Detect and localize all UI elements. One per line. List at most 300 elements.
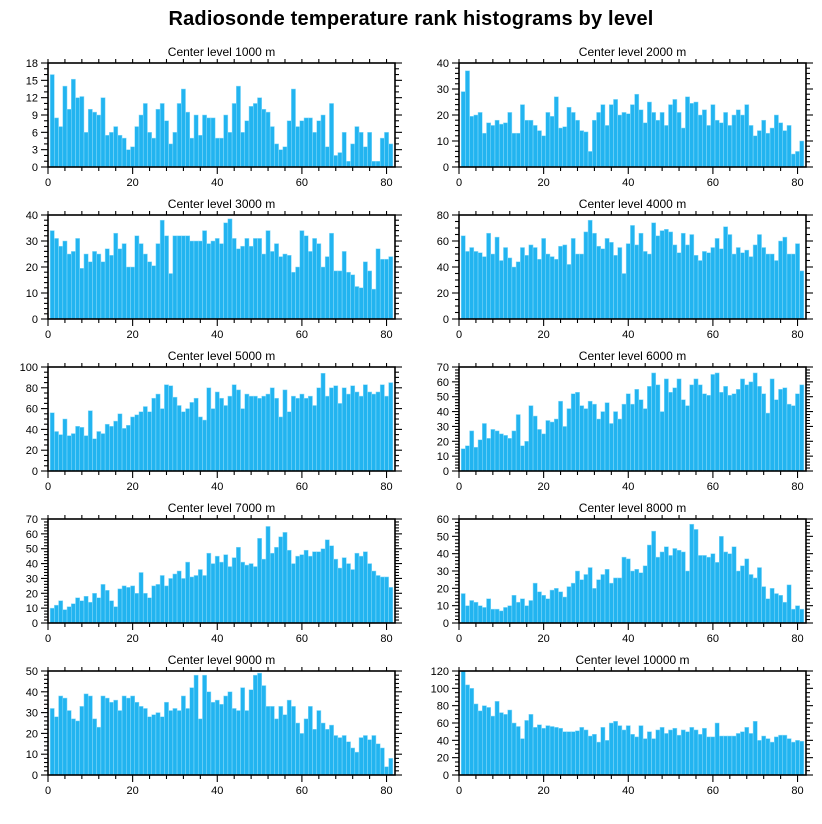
bar — [363, 735, 367, 775]
bar — [164, 702, 168, 775]
bars-group — [50, 75, 393, 167]
bar — [59, 435, 63, 471]
bar — [465, 251, 469, 319]
bar — [270, 388, 274, 471]
bar — [626, 114, 630, 167]
bar — [346, 742, 350, 775]
bar — [529, 600, 533, 623]
x-tick-label: 40 — [211, 785, 224, 797]
y-tick-label: 30 — [25, 236, 38, 248]
subplot-1000m — [0, 44, 411, 196]
bar — [367, 392, 371, 471]
bar — [270, 127, 274, 167]
bar — [719, 249, 723, 319]
bar — [219, 398, 223, 471]
bar — [329, 388, 333, 471]
bar — [652, 739, 656, 775]
bar — [575, 392, 579, 471]
bar — [512, 595, 516, 623]
bar — [584, 232, 588, 319]
bar — [512, 267, 516, 319]
bar — [783, 388, 787, 471]
bar — [643, 123, 647, 167]
bar — [588, 401, 592, 471]
bar — [334, 155, 338, 167]
bar — [71, 79, 75, 167]
bar — [622, 404, 626, 471]
y-tick-label: 3 — [31, 144, 38, 157]
bar — [597, 419, 601, 471]
bar — [253, 396, 257, 471]
bar — [495, 237, 499, 319]
x-tick-label: 60 — [706, 177, 720, 189]
bar — [508, 710, 512, 775]
bar — [380, 748, 384, 775]
bar — [626, 726, 630, 775]
bar — [274, 547, 278, 623]
bar — [202, 231, 206, 319]
x-tick-label: 40 — [211, 633, 224, 645]
bar — [351, 748, 355, 775]
bar — [478, 606, 482, 623]
bar — [114, 127, 118, 167]
bar — [372, 735, 376, 775]
bar — [647, 254, 651, 319]
bars-group — [461, 71, 804, 167]
bar — [300, 394, 304, 471]
y-tick-label: 40 — [436, 59, 449, 70]
bar — [329, 546, 333, 623]
y-tick-label: 0 — [442, 466, 449, 478]
bar — [757, 131, 761, 167]
subplot-title: Center level 4000 m — [578, 197, 687, 211]
bar — [321, 115, 325, 167]
y-tick-label: 60 — [25, 528, 38, 541]
bar — [681, 552, 685, 623]
bar — [512, 431, 516, 471]
bar — [270, 553, 274, 623]
bar — [296, 723, 300, 775]
bar — [181, 578, 185, 623]
bar — [139, 115, 143, 167]
bar — [156, 394, 160, 471]
subplot-3000m — [0, 196, 411, 348]
bar — [537, 592, 541, 623]
bar — [542, 136, 546, 167]
bar — [126, 425, 130, 471]
bar — [131, 417, 135, 471]
bar — [304, 398, 308, 471]
bar — [84, 254, 88, 319]
x-tick-label: 80 — [791, 633, 804, 645]
bar — [325, 147, 329, 167]
bar — [673, 99, 677, 167]
bar — [372, 289, 376, 319]
bar — [59, 246, 63, 319]
bar — [274, 398, 278, 471]
bar — [474, 602, 478, 623]
x-tick-label: 60 — [706, 329, 720, 341]
bar — [694, 255, 698, 319]
bar — [791, 154, 795, 167]
bar — [346, 564, 350, 623]
y-tick-label: 50 — [25, 543, 38, 556]
bar — [92, 251, 96, 319]
bar — [592, 734, 596, 775]
bar — [639, 726, 643, 775]
bar — [736, 389, 740, 471]
bar — [228, 692, 232, 775]
bar — [740, 115, 744, 167]
bar — [694, 529, 698, 623]
bar — [567, 409, 571, 471]
bar — [253, 238, 257, 319]
bar — [757, 740, 761, 775]
bar — [249, 690, 253, 775]
bar — [537, 429, 541, 471]
bar — [677, 735, 681, 775]
bar — [546, 726, 550, 775]
subplot-grid — [0, 44, 822, 804]
bar — [656, 385, 660, 471]
bar — [207, 553, 211, 623]
bar — [673, 548, 677, 623]
bar — [597, 246, 601, 319]
bar — [487, 707, 491, 775]
bar — [635, 245, 639, 319]
bar — [80, 427, 84, 471]
bar — [376, 161, 380, 167]
bar — [355, 392, 359, 471]
bar — [109, 702, 113, 775]
y-tick-label: 80 — [436, 211, 449, 222]
bar — [491, 254, 495, 319]
bar — [795, 244, 799, 319]
bar — [499, 713, 503, 775]
y-tick-label: 0 — [31, 466, 38, 478]
bar — [211, 241, 215, 319]
bar — [342, 251, 346, 319]
bar — [656, 557, 660, 623]
bar — [257, 98, 261, 167]
bar — [300, 121, 304, 167]
bar — [787, 739, 791, 775]
bar — [312, 729, 316, 775]
x-tick-label: 40 — [622, 329, 635, 341]
bar — [554, 97, 558, 167]
bar — [88, 696, 92, 775]
bar — [694, 102, 698, 167]
bar — [618, 726, 622, 775]
bar — [732, 736, 736, 775]
bar — [84, 596, 88, 623]
bar — [147, 717, 151, 775]
bar — [690, 727, 694, 775]
bar — [681, 233, 685, 319]
bar — [160, 220, 164, 319]
bar — [317, 244, 321, 319]
bar — [736, 110, 740, 167]
bar — [783, 131, 787, 167]
bar — [291, 272, 295, 319]
bar — [186, 409, 190, 471]
bar — [219, 244, 223, 319]
bar — [274, 244, 278, 319]
bar — [647, 102, 651, 167]
bar — [63, 698, 67, 775]
bar — [359, 288, 363, 319]
x-tick-label: 0 — [455, 633, 463, 645]
y-tick-label: 10 — [436, 136, 449, 148]
bar — [707, 737, 711, 775]
bar — [76, 238, 80, 319]
bar — [550, 257, 554, 319]
bar — [630, 734, 634, 775]
bar — [639, 400, 643, 471]
bar — [580, 131, 584, 167]
bar — [605, 403, 609, 471]
bar — [194, 241, 198, 319]
bar — [690, 103, 694, 167]
x-tick-label: 60 — [706, 633, 720, 645]
bar — [152, 398, 156, 471]
bar — [334, 559, 338, 623]
bar — [160, 409, 164, 471]
bar — [702, 394, 706, 471]
bars-group — [50, 673, 393, 775]
bar — [533, 416, 537, 471]
bar — [533, 248, 537, 320]
bar — [245, 711, 249, 775]
bar — [249, 396, 253, 471]
x-tick-label: 60 — [295, 481, 309, 493]
bar — [499, 434, 503, 471]
bar — [63, 241, 67, 319]
bar — [795, 394, 799, 471]
bar — [262, 109, 266, 167]
y-tick-label: 80 — [25, 382, 38, 395]
bar — [668, 730, 672, 775]
bar — [241, 409, 245, 471]
bar — [71, 434, 75, 471]
bar — [164, 121, 168, 167]
bar — [778, 595, 782, 623]
bar — [664, 125, 668, 167]
bar — [491, 609, 495, 623]
bar — [728, 235, 732, 320]
x-tick-label: 80 — [380, 177, 393, 189]
bar — [588, 151, 592, 167]
subplot-10000m — [411, 652, 822, 804]
bar — [778, 735, 782, 775]
bar — [114, 233, 118, 319]
bar — [525, 441, 529, 471]
bar — [592, 233, 596, 319]
bar — [143, 593, 147, 623]
plot-svg — [411, 667, 822, 804]
x-tick-label: 40 — [622, 177, 635, 189]
bar — [622, 274, 626, 320]
bar — [71, 604, 75, 623]
bar — [249, 246, 253, 319]
x-tick-label: 80 — [380, 633, 393, 645]
y-tick-label: 10 — [436, 600, 449, 613]
bar — [177, 711, 181, 775]
bar — [749, 257, 753, 319]
bars-group — [50, 373, 393, 471]
bar — [516, 415, 520, 471]
x-tick-label: 0 — [44, 481, 52, 493]
bar — [50, 708, 54, 775]
plot-svg — [0, 667, 411, 804]
histogram-plot — [411, 667, 822, 804]
x-tick-label: 0 — [455, 481, 463, 493]
subplot-title: Center level 7000 m — [167, 501, 276, 515]
bar — [652, 112, 656, 167]
bar — [635, 569, 639, 623]
bar — [719, 123, 723, 167]
bar — [626, 559, 630, 623]
bar — [470, 431, 474, 471]
bar — [198, 719, 202, 775]
bar — [770, 128, 774, 167]
bar — [546, 599, 550, 623]
x-tick-label: 20 — [537, 785, 550, 797]
y-tick-label: 40 — [436, 548, 449, 561]
bar — [304, 719, 308, 775]
bar — [592, 120, 596, 167]
bar — [338, 153, 342, 167]
bar — [143, 254, 147, 319]
bar — [283, 532, 287, 623]
bar — [508, 112, 512, 167]
bar — [76, 598, 80, 623]
bar — [92, 593, 96, 623]
subplot-6000m — [411, 348, 822, 500]
bar — [105, 698, 109, 775]
bar — [59, 696, 63, 775]
bar — [732, 547, 736, 623]
bar — [88, 262, 92, 319]
y-tick-label: 70 — [436, 363, 449, 374]
bar — [266, 526, 270, 623]
x-tick-label: 20 — [126, 481, 139, 493]
y-tick-label: 0 — [442, 314, 449, 326]
bar — [584, 409, 588, 471]
bar — [643, 566, 647, 623]
bar — [529, 406, 533, 471]
bar — [236, 711, 240, 775]
bar — [660, 727, 664, 775]
y-tick-label: 6 — [31, 127, 38, 140]
y-tick-label: 30 — [436, 84, 449, 96]
bar — [283, 715, 287, 775]
bar — [338, 403, 342, 471]
bar — [516, 262, 520, 319]
bar — [88, 411, 92, 471]
bar — [711, 554, 715, 623]
bar — [702, 110, 706, 167]
bar — [728, 125, 732, 167]
bar — [283, 254, 287, 319]
bar — [715, 238, 719, 319]
bar — [202, 420, 206, 471]
y-tick-label: 10 — [436, 451, 449, 464]
bar — [495, 431, 499, 471]
bar — [575, 571, 579, 623]
bar — [143, 103, 147, 167]
bar — [656, 730, 660, 775]
bar — [609, 105, 613, 167]
bar — [181, 236, 185, 319]
bar — [795, 606, 799, 623]
bar — [215, 392, 219, 471]
bar — [478, 112, 482, 167]
bar — [520, 105, 524, 167]
bar — [114, 607, 118, 623]
bar — [257, 398, 261, 471]
bar — [787, 585, 791, 623]
bar — [304, 118, 308, 167]
bar — [740, 253, 744, 319]
x-tick-label: 80 — [380, 329, 393, 341]
bar — [338, 568, 342, 623]
bar — [283, 147, 287, 167]
subplot-title: Center level 5000 m — [167, 349, 276, 363]
bar — [169, 144, 173, 167]
bar — [723, 112, 727, 167]
bar — [736, 248, 740, 320]
bar — [262, 559, 266, 623]
bar — [279, 257, 283, 319]
bar — [346, 394, 350, 471]
bar — [749, 574, 753, 623]
bar — [529, 714, 533, 775]
bar — [253, 103, 257, 167]
bar — [647, 545, 651, 623]
bar — [211, 702, 215, 775]
bar — [211, 564, 215, 623]
bar — [173, 132, 177, 167]
histogram-plot — [0, 363, 411, 500]
y-tick-label: 9 — [31, 110, 38, 122]
bar — [54, 717, 58, 775]
bar — [520, 599, 524, 623]
bar — [491, 125, 495, 167]
bar — [630, 105, 634, 167]
bar — [757, 386, 761, 471]
bar — [495, 701, 499, 775]
histogram-plot — [0, 667, 411, 804]
bar — [791, 254, 795, 319]
bar — [173, 708, 177, 775]
bar — [639, 110, 643, 167]
plot-svg — [411, 363, 822, 500]
x-tick-label: 20 — [126, 329, 139, 341]
bar — [296, 267, 300, 319]
bar — [753, 721, 757, 775]
bar — [715, 120, 719, 167]
bar — [787, 404, 791, 471]
bar — [685, 732, 689, 775]
y-tick-label: 10 — [25, 288, 38, 300]
bar — [181, 89, 185, 167]
y-tick-label: 10 — [25, 749, 38, 762]
bar — [800, 385, 804, 471]
bar — [372, 161, 376, 167]
bar — [114, 421, 118, 471]
bar — [389, 144, 393, 167]
